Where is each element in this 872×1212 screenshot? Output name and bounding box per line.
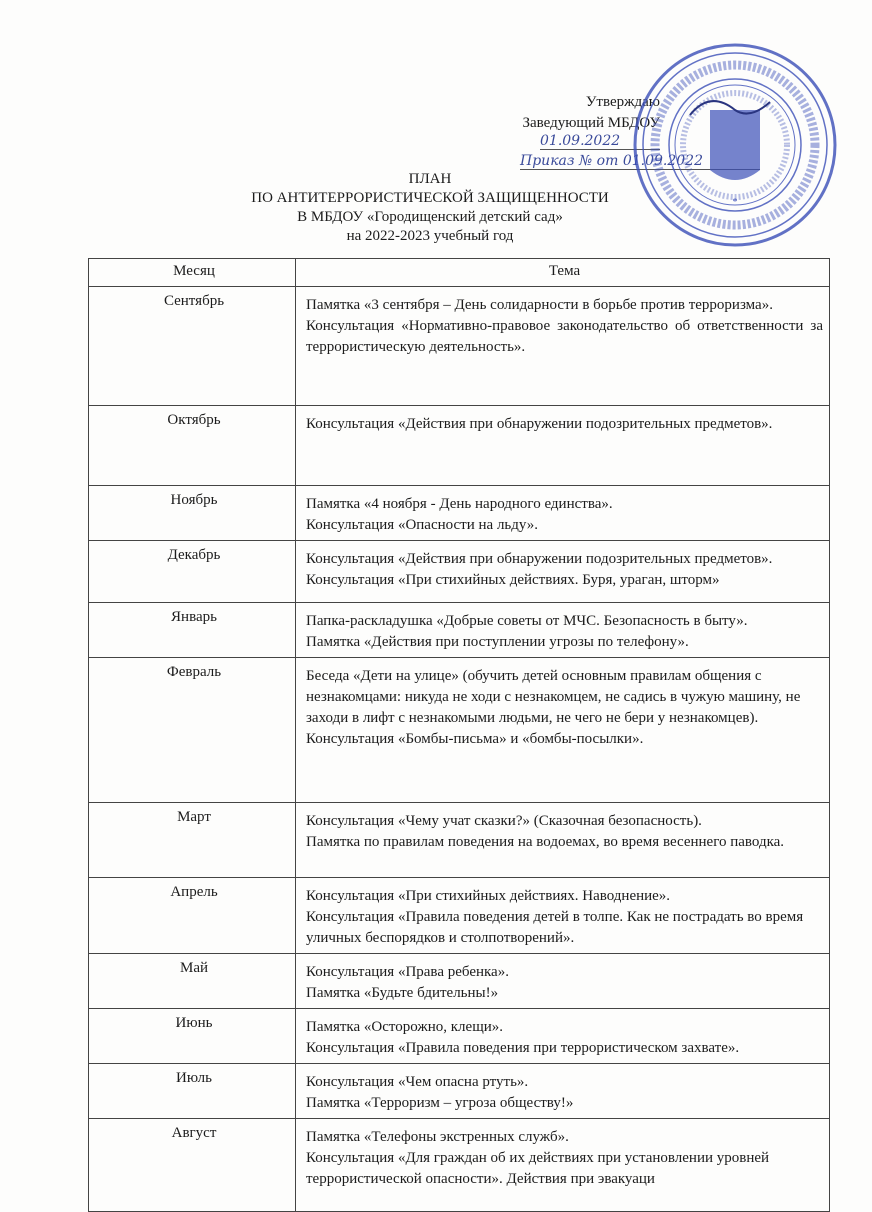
topic-line: Консультация «Правила поведения при террористическом захвате». (306, 1040, 740, 1056)
title-line-2: ПО АНТИТЕРРОРИСТИЧЕСКОЙ ЗАЩИЩЕННОСТИ (251, 190, 609, 206)
topic-cell (296, 803, 830, 878)
topic-cell (296, 1009, 830, 1064)
topic-line: Папка-раскладушка «Добрые советы от МЧС. Безопасность в быту». (306, 613, 748, 629)
month-cell: Сентябрь (89, 287, 296, 406)
official-seal (630, 40, 840, 250)
topic-line: Памятка «Телефоны экстренных служб». (306, 1129, 569, 1145)
topic-line: Консультация «Чему учат сказки?» (Сказочная безопасность). (306, 813, 702, 829)
topic-line: Консультация «Нормативно-правовое законодательство об ответственности за террористическую деятельность». (306, 318, 823, 355)
topic-cell (296, 541, 830, 603)
topic-line: Консультация «Чем опасна ртуть». (306, 1074, 529, 1090)
table-row (89, 878, 830, 954)
title-line-3: В МБДОУ «Городищенский детский сад» (297, 209, 563, 225)
topic-line: Памятка «Терроризм – угроза обществу!» (306, 1095, 574, 1111)
topic-line: Консультация «Действия при обнаружении подозрительных предметов». (306, 551, 773, 567)
month-cell: Май (89, 954, 296, 1009)
topic-cell (296, 406, 830, 486)
table-row (89, 1064, 830, 1119)
topic-line: Беседа «Дети на улице» (обучить детей основным правилам общения с незнакомцами: никуда не ходи с незнакомцем, не садись в чужую машину, не заходи в лифт с незнакомыми людьми, не чего не бери у незнакомцев). (306, 668, 801, 726)
table-header-row (89, 259, 830, 287)
approve-label: Утверждаю (585, 94, 660, 110)
topic-line: Памятка «4 ноября - День народного единства». (306, 496, 613, 512)
table-row (89, 954, 830, 1009)
title-line-4: на 2022-2023 учебный год (346, 228, 514, 244)
table-row (89, 287, 830, 406)
month-cell: Декабрь (89, 541, 296, 603)
handwritten-date: 01.09.2022 (540, 133, 660, 150)
topic-cell (296, 954, 830, 1009)
topic-cell (296, 287, 830, 406)
header-topic: Тема (296, 259, 830, 287)
topic-line: Консультация «Бомбы-письма» и «бомбы-посылки». (306, 731, 644, 747)
month-cell: Январь (89, 603, 296, 658)
topic-cell (296, 658, 830, 803)
table-row (89, 658, 830, 803)
topic-cell (296, 1119, 830, 1212)
title-line-1: ПЛАН (408, 171, 452, 187)
topic-cell (296, 603, 830, 658)
topic-line: Памятка «Будьте бдительны!» (306, 985, 499, 1001)
table-row (89, 603, 830, 658)
topic-line: Консультация «Действия при обнаружении подозрительных предметов». (306, 416, 773, 432)
approver-position: Заведующий МБДОУ (522, 115, 660, 131)
topic-line: Консультация «Опасности на льду». (306, 517, 539, 533)
topic-line: Консультация «При стихийных действиях. Буря, ураган, шторм» (306, 572, 720, 588)
topic-line: Памятка по правилам поведения на водоемах, во время весеннего паводка. (306, 834, 785, 850)
topic-line: Памятка «3 сентября – День солидарности в борьбе против терроризма». (306, 297, 773, 313)
topic-cell (296, 878, 830, 954)
month-cell: Март (89, 803, 296, 878)
topic-cell (296, 486, 830, 541)
topic-line: Консультация «Для граждан об их действиях при установлении уровней террористической опасности». Действия при эвакуаци (306, 1150, 770, 1187)
topic-line: Консультация «При стихийных действиях. Наводнение». (306, 888, 671, 904)
handwritten-order: Приказ № от 01.09.2022 (520, 153, 760, 170)
month-cell: Февраль (89, 658, 296, 803)
table-row (89, 803, 830, 878)
month-cell: Август (89, 1119, 296, 1212)
topic-line: Консультация «Права ребенка». (306, 964, 509, 980)
table-row (89, 541, 830, 603)
topic-cell (296, 1064, 830, 1119)
month-cell: Июль (89, 1064, 296, 1119)
month-cell: Июнь (89, 1009, 296, 1064)
header-month: Месяц (89, 259, 296, 287)
topic-line: Памятка «Осторожно, клещи». (306, 1019, 504, 1035)
month-cell: Апрель (89, 878, 296, 954)
topic-line: Памятка «Действия при поступлении угрозы по телефону». (306, 634, 689, 650)
table-row (89, 486, 830, 541)
svg-text:*: * (732, 197, 738, 208)
table-row (89, 406, 830, 486)
document-title (200, 170, 660, 246)
topic-line: Консультация «Правила поведения детей в толпе. Как не пострадать во время уличных беспорядков и столпотворений». (306, 909, 804, 946)
table-row (89, 1009, 830, 1064)
plan-table (88, 258, 830, 1212)
month-cell: Ноябрь (89, 486, 296, 541)
table-row (89, 1119, 830, 1212)
approval-block (440, 92, 660, 134)
month-cell: Октябрь (89, 406, 296, 486)
